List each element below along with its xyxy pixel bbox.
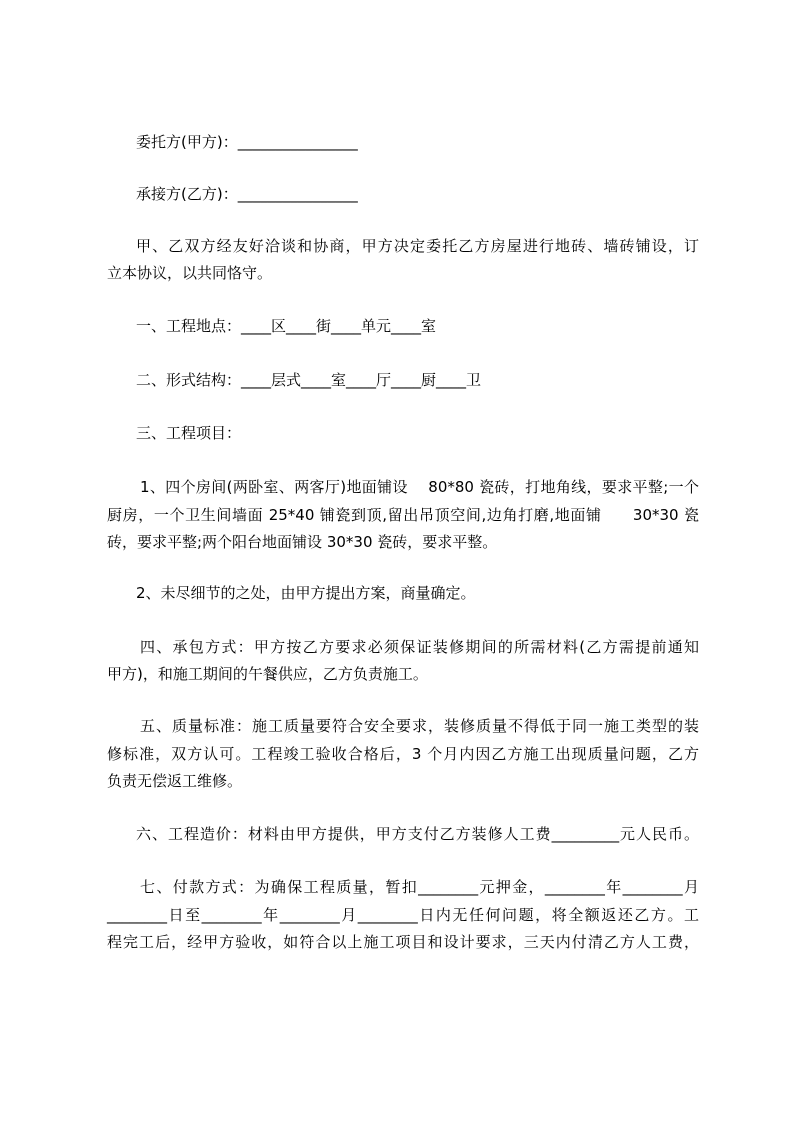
item-1-line-2: 厨房，一个卫生间墙面 25*40 铺瓷到顶,留出吊顶空间,边角打磨,地面铺 30*30 瓷 [107, 506, 699, 524]
section-location: 一、工程地点：____区____街____单元____室 [136, 317, 437, 335]
section-payment-line-3: 程完工后，经甲方验收，如符合以上施工项目和设计要求，三天内付清乙方人工费， [107, 933, 699, 951]
intro-line-2: 立本协议，以共同恪守。 [107, 264, 273, 282]
intro-line-1: 甲、乙双方经友好洽谈和协商，甲方决定委托乙方房屋进行地砖、墙砖铺设，订 [136, 237, 699, 255]
section-payment-line-2: ________日至________年________月________日内无任何问题，将全额返还乙方。工 [107, 906, 699, 924]
section-quality-line-2: 修标准，双方认可。工程竣工验收合格后，3 个月内因乙方施工出现质量问题，乙方 [107, 745, 699, 763]
section-quality-line-1: 五、质量标准：施工质量要符合安全要求，装修质量不得低于同一施工类型的装 [140, 717, 699, 735]
section-items-heading: 三、工程项目： [136, 424, 242, 442]
section-cost: 六、工程造价：材料由甲方提供，甲方支付乙方装修人工费_________元人民币。 [136, 825, 699, 843]
section-contract-line-1: 四、承包方式：甲方按乙方要求必须保证装修期间的所需材料(乙方需提前通知 [140, 638, 699, 656]
party-a-line: 委托方(甲方)：________________ [136, 133, 358, 151]
section-quality-line-3: 负责无偿返工维修。 [107, 772, 243, 790]
section-structure: 二、形式结构：____层式____室____厅____厨____卫 [136, 371, 482, 389]
item-2: 2、未尽细节的之处，由甲方提出方案，商量确定。 [136, 584, 476, 602]
section-contract-line-2: 甲方)，和施工期间的午餐供应，乙方负责施工。 [107, 665, 428, 683]
item-1-line-1: 1、四个房间(两卧室、两客厅)地面铺设 80*80 瓷砖，打地角线，要求平整;一个 [140, 478, 699, 496]
section-payment-line-1: 七、付款方式：为确保工程质量，暂扣________元押金，________年________月 [140, 878, 699, 896]
item-1-line-3: 砖，要求平整;两个阳台地面铺设 30*30 瓷砖，要求平整。 [107, 533, 498, 551]
party-b-line: 承接方(乙方)：________________ [136, 185, 358, 203]
